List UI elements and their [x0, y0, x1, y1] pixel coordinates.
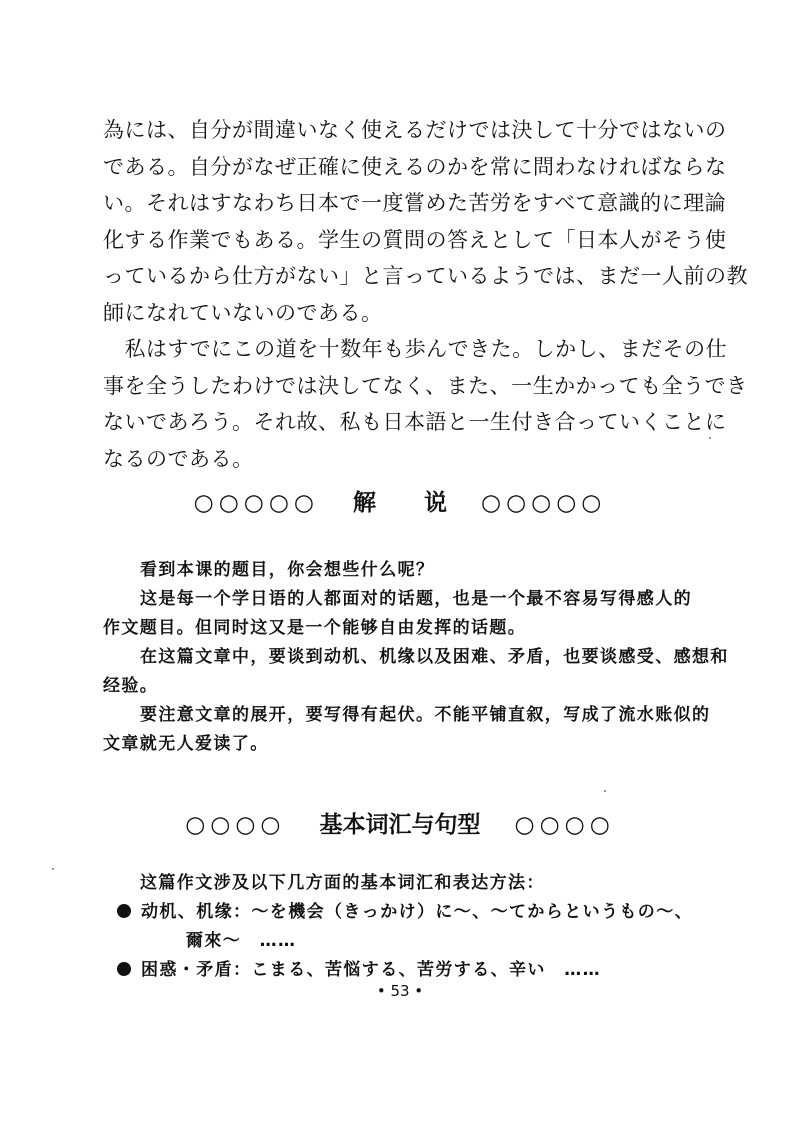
commentary-line: 这是每一个学日语的人都面对的话题，也是一个最不容易写得感人的 — [140, 589, 692, 609]
essay-line: 私はすでにこの道を十数年も歩んできた。しかし、まだその仕 — [103, 337, 728, 361]
decorative-circles-right: ○○○○ — [514, 812, 615, 838]
essay-line: 師になれていないのである。 — [103, 300, 383, 325]
commentary-line: 要注意文章的展开，要写得有起伏。不能平铺直叙，写成了流水账似的 — [140, 705, 711, 725]
decorative-circles-right: ○○○○○ — [481, 490, 607, 516]
commentary-title-char: 解 — [353, 490, 376, 516]
vocabulary-item-text: 动机、机缘：～を機会（きっかけ）に～、～てからというもの～、 — [141, 902, 693, 922]
commentary-title — [353, 484, 447, 517]
essay-line: い。それはすなわち日本で一度嘗めた苦労をすべて意識的に理論 — [103, 191, 727, 215]
commentary-line: 在这篇文章中，要谈到动机、机缘以及困难、矛盾，也要谈感受、感想和 — [140, 647, 729, 667]
scan-speck — [709, 437, 711, 439]
vocabulary-item-1 — [117, 897, 693, 922]
essay-line: である。自分がなぜ正確に使えるのかを常に問わなければならな — [103, 154, 727, 179]
commentary-line: 看到本课的题目，你会想些什么呢？ — [140, 560, 435, 580]
bullet-icon — [117, 962, 131, 976]
essay-line: 化する作業でもある。学生の質問の答えとして「日本人がそう使 — [103, 227, 727, 252]
scan-speck — [52, 868, 54, 870]
commentary-line: 文章就无人爱读了。 — [103, 734, 269, 754]
essay-line: ないであろう。それ故、私も日本語と一生付き合っていくことに — [103, 410, 727, 434]
vocabulary-intro: 这篇作文涉及以下几方面的基本词汇和表达方法： — [140, 873, 545, 893]
decorative-circles-left: ○○○○ — [185, 812, 286, 838]
bullet-icon — [117, 904, 131, 918]
commentary-line: 作文题目。但同时这又是一个能够自由发挥的话题。 — [103, 618, 527, 638]
vocabulary-title: 基本词汇与句型 — [319, 812, 481, 838]
page-number: • 53 • — [376, 982, 424, 1000]
vocabulary-item-text: 困惑・矛盾：こまる、苦悩する、苦労する、辛い …… — [141, 960, 601, 980]
commentary-title-char: 说 — [424, 490, 447, 516]
scan-speck — [604, 790, 606, 792]
commentary-line: 经验。 — [103, 676, 159, 696]
decorative-circles-left: ○○○○○ — [193, 490, 319, 516]
essay-line: 事を全うしたわけでは決してなく、また、一生かかっても全うでき — [103, 373, 748, 398]
vocabulary-heading — [0, 806, 800, 839]
essay-line: っているから仕方がない」と言っているようでは、まだ一人前の教 — [103, 264, 748, 288]
essay-paragraph-2 — [103, 331, 748, 477]
essay-paragraph-1 — [103, 112, 748, 331]
vocabulary-item-1-continuation: 爾來～ …… — [186, 931, 297, 951]
vocabulary-item-2 — [117, 955, 601, 980]
essay-line: なるのである。 — [103, 446, 254, 471]
commentary-heading — [0, 484, 800, 517]
essay-line: 為には、自分が間違いなく使えるだけでは決して十分ではないの — [103, 118, 727, 142]
